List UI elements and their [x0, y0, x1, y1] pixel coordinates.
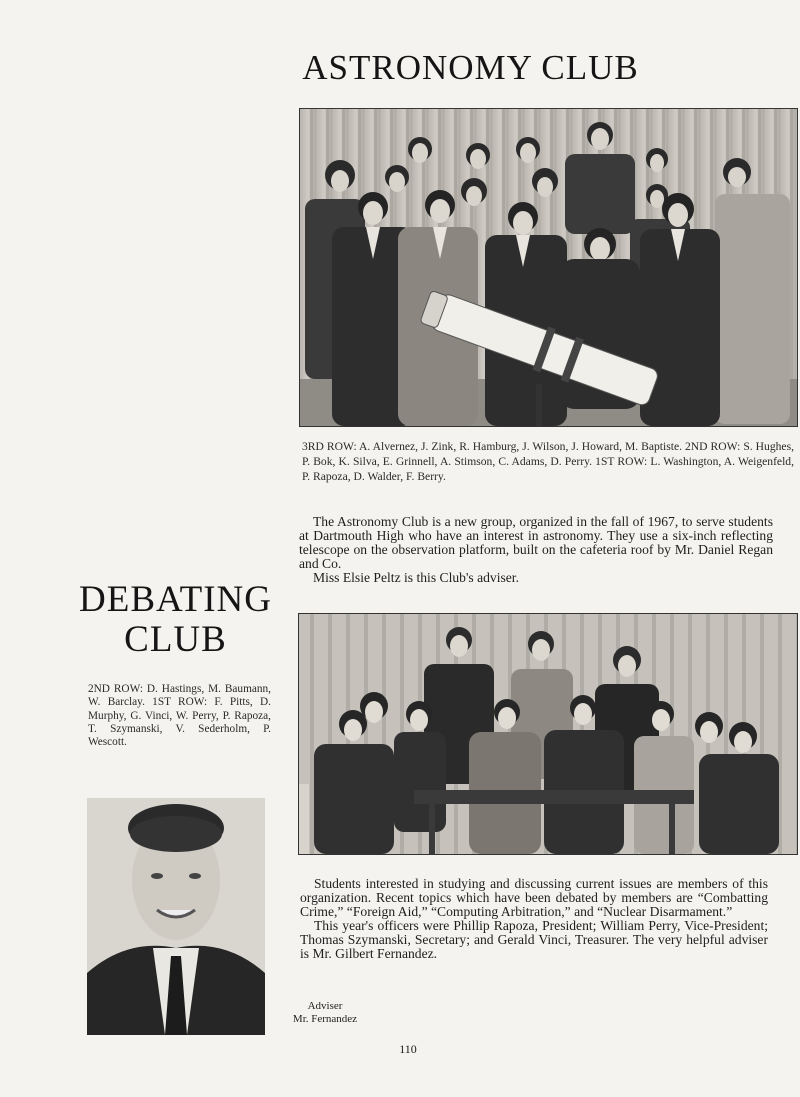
adviser-portrait — [87, 798, 265, 1035]
debating-paragraph-1: Students interested in studying and discussing current issues are members of this organization. Recent topics which have been debated by members are “Combatting Crime,” “Foreign Aid,” “Computing Arbitration,” and “Nuclear Disarmament.” — [300, 876, 768, 919]
astronomy-description — [299, 515, 773, 585]
adviser-caption — [275, 1000, 375, 1026]
debating-description — [300, 877, 768, 961]
astronomy-club-photo — [299, 108, 798, 427]
debating-club-photo — [298, 613, 798, 855]
astronomy-photo-caption: 3RD ROW: A. Alvernez, J. Zink, R. Hamburg, J. Wilson, J. Howard, M. Baptiste. 2ND ROW: S. Hughes, P. Bok, K. Silva, E. Grinnell, A. Stimson, C. Adams, D. Perry. 1ST ROW: L. Washington, A. Weigenfeld, P. Rapoza, D. Walder, F. Berry. — [302, 440, 794, 483]
astronomy-paragraph-2: Miss Elsie Peltz is this Club's adviser. — [313, 570, 519, 585]
astronomy-photo-drawing — [300, 109, 797, 426]
debating-club-title — [68, 580, 283, 660]
adviser-portrait-drawing — [87, 798, 265, 1035]
debating-paragraph-2: This year's officers were Phillip Rapoza, President; William Perry, Vice-President; Thomas Szymanski, Secretary; and Gerald Vinci, Treasurer. The very helpful adviser is Mr. Gilbert Fernandez. — [300, 918, 768, 961]
debating-photo-drawing — [299, 614, 797, 854]
astronomy-paragraph-1: The Astronomy Club is a new group, organized in the fall of 1967, to serve students at Dartmouth High who have an interest in astronomy. They use a six-inch reflecting telescope on the observation platform, built on the cafeteria roof by Mr. Daniel Regan and Co. — [299, 514, 773, 571]
astronomy-club-title: ASTRONOMY CLUB — [302, 48, 639, 87]
adviser-label: Adviser — [307, 1000, 343, 1012]
debating-title-line-1: DEBATING — [79, 579, 272, 620]
page-number: 110 — [399, 1042, 417, 1056]
debating-title-line-2: CLUB — [124, 619, 227, 660]
debating-photo-caption: 2ND ROW: D. Hastings, M. Baumann, W. Barclay. 1ST ROW: F. Pitts, D. Murphy, G. Vinci, W. Perry, P. Rapoza, T. Szymanski, V. Sederholm, P. Wescott. — [88, 683, 271, 749]
adviser-name: Mr. Fernandez — [292, 1013, 358, 1025]
